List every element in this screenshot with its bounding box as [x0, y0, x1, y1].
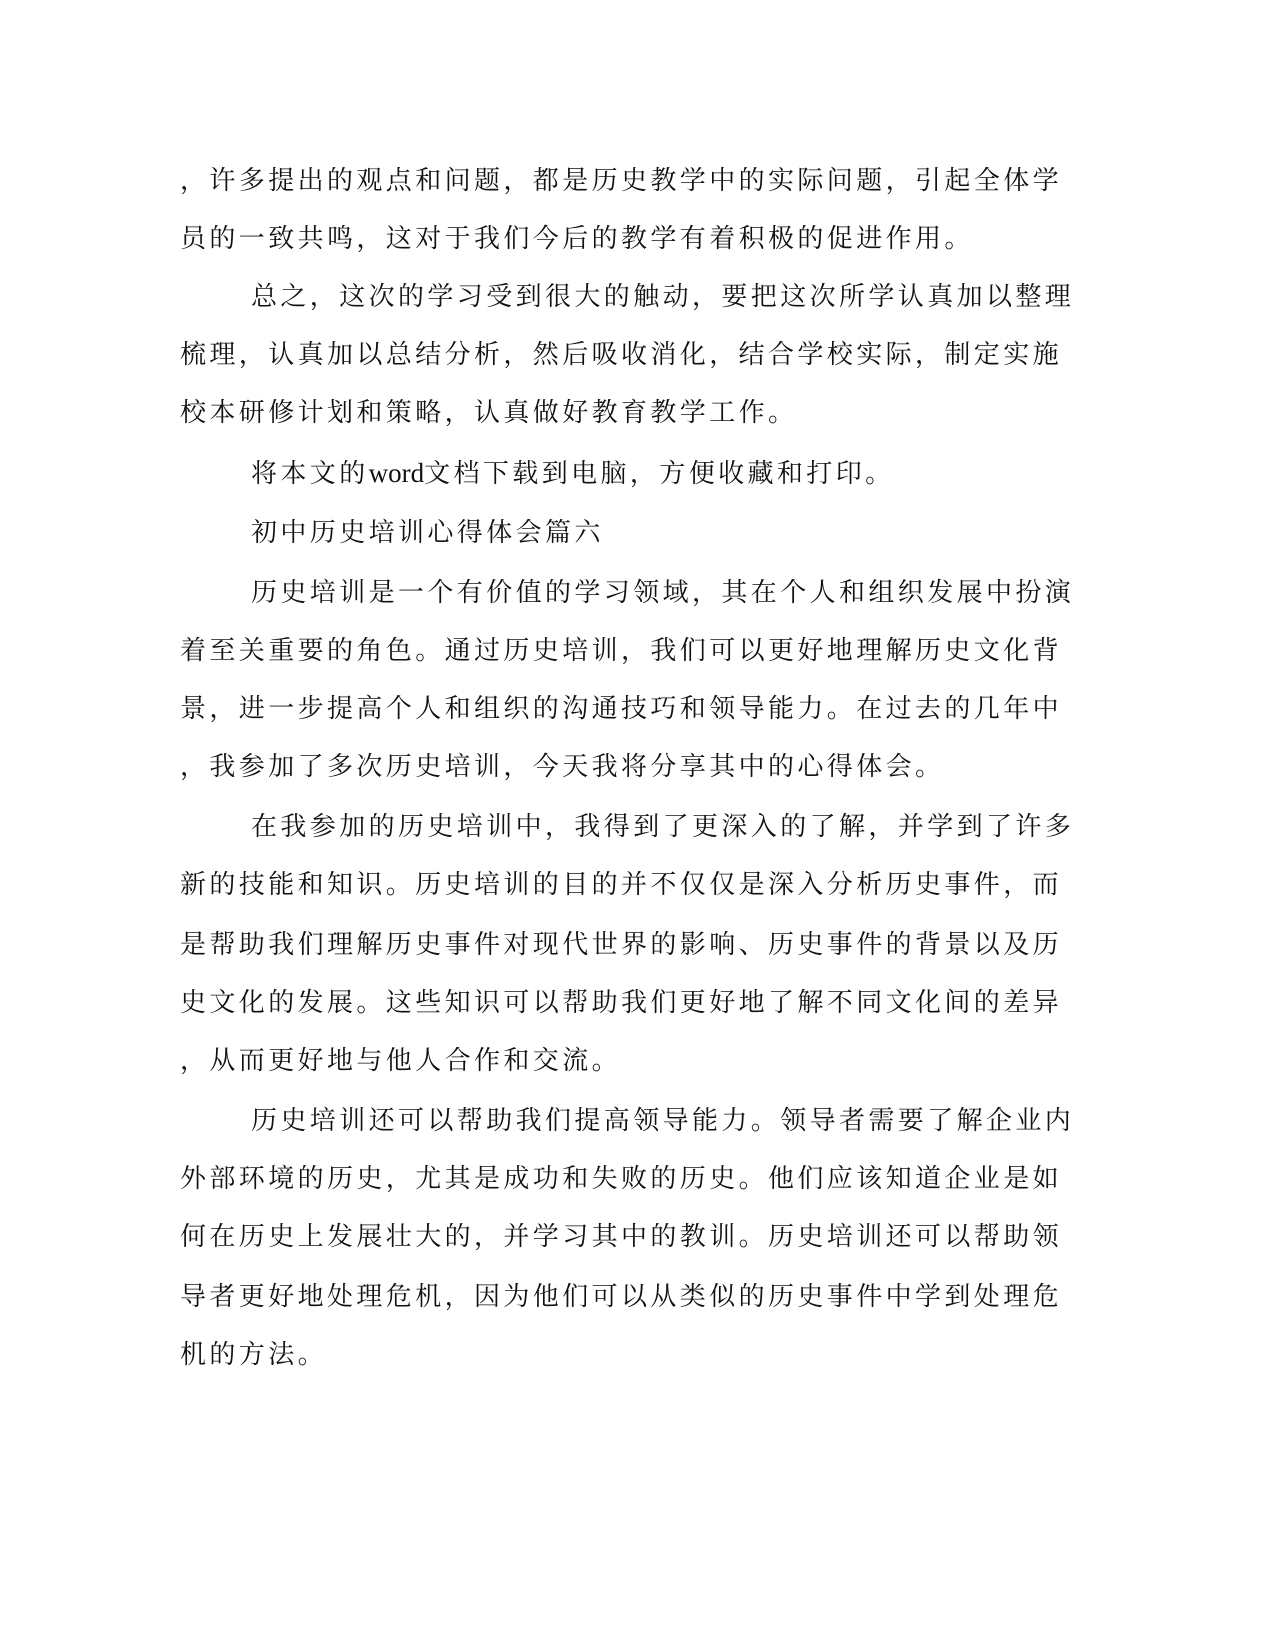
text-line: 导者更好地处理危机，因为他们可以从类似的历史事件中学到处理危: [180, 1282, 1063, 1312]
text-line: 校本研修计划和策略，认真做好教育教学工作。: [180, 398, 798, 428]
text-line: ，从而更好地与他人合作和交流。: [180, 1046, 622, 1076]
text-line: 新的技能和知识。历史培训的目的并不仅仅是深入分析历史事件，而: [180, 870, 1063, 900]
paragraph-start-line: 总之，这次的学习受到很大的触动，要把这次所学认真加以整理: [251, 282, 1075, 312]
download-note: 将本文的word文档下载到电脑，方便收藏和打印。: [251, 458, 895, 489]
text-line: 史文化的发展。这些知识可以帮助我们更好地了解不同文化间的差异: [180, 988, 1063, 1018]
paragraph-start-line: 在我参加的历史培训中，我得到了更深入的了解，并学到了许多: [251, 812, 1075, 842]
text-line: ，许多提出的观点和问题，都是历史教学中的实际问题，引起全体学: [180, 166, 1063, 196]
text-line: 着至关重要的角色。通过历史培训，我们可以更好地理解历史文化背: [180, 636, 1063, 666]
text-line: 外部环境的历史，尤其是成功和失败的历史。他们应该知道企业是如: [180, 1164, 1063, 1194]
text-line: 机的方法。: [180, 1340, 328, 1370]
text-line: 何在历史上发展壮大的，并学习其中的教训。历史培训还可以帮助领: [180, 1222, 1063, 1252]
text-line: ，我参加了多次历史培训，今天我将分享其中的心得体会。: [180, 752, 945, 782]
text-line: 梳理，认真加以总结分析，然后吸收消化，结合学校实际，制定实施: [180, 340, 1063, 370]
section-heading: 初中历史培训心得体会篇六: [251, 518, 604, 548]
text-line: 是帮助我们理解历史事件对现代世界的影响、历史事件的背景以及历: [180, 930, 1063, 960]
text-line: 景，进一步提高个人和组织的沟通技巧和领导能力。在过去的几年中: [180, 694, 1063, 724]
paragraph-start-line: 历史培训是一个有价值的学习领域，其在个人和组织发展中扮演: [251, 578, 1075, 608]
text-line: 员的一致共鸣，这对于我们今后的教学有着积极的促进作用。: [180, 224, 974, 254]
paragraph-start-line: 历史培训还可以帮助我们提高领导能力。领导者需要了解企业内: [251, 1106, 1075, 1136]
